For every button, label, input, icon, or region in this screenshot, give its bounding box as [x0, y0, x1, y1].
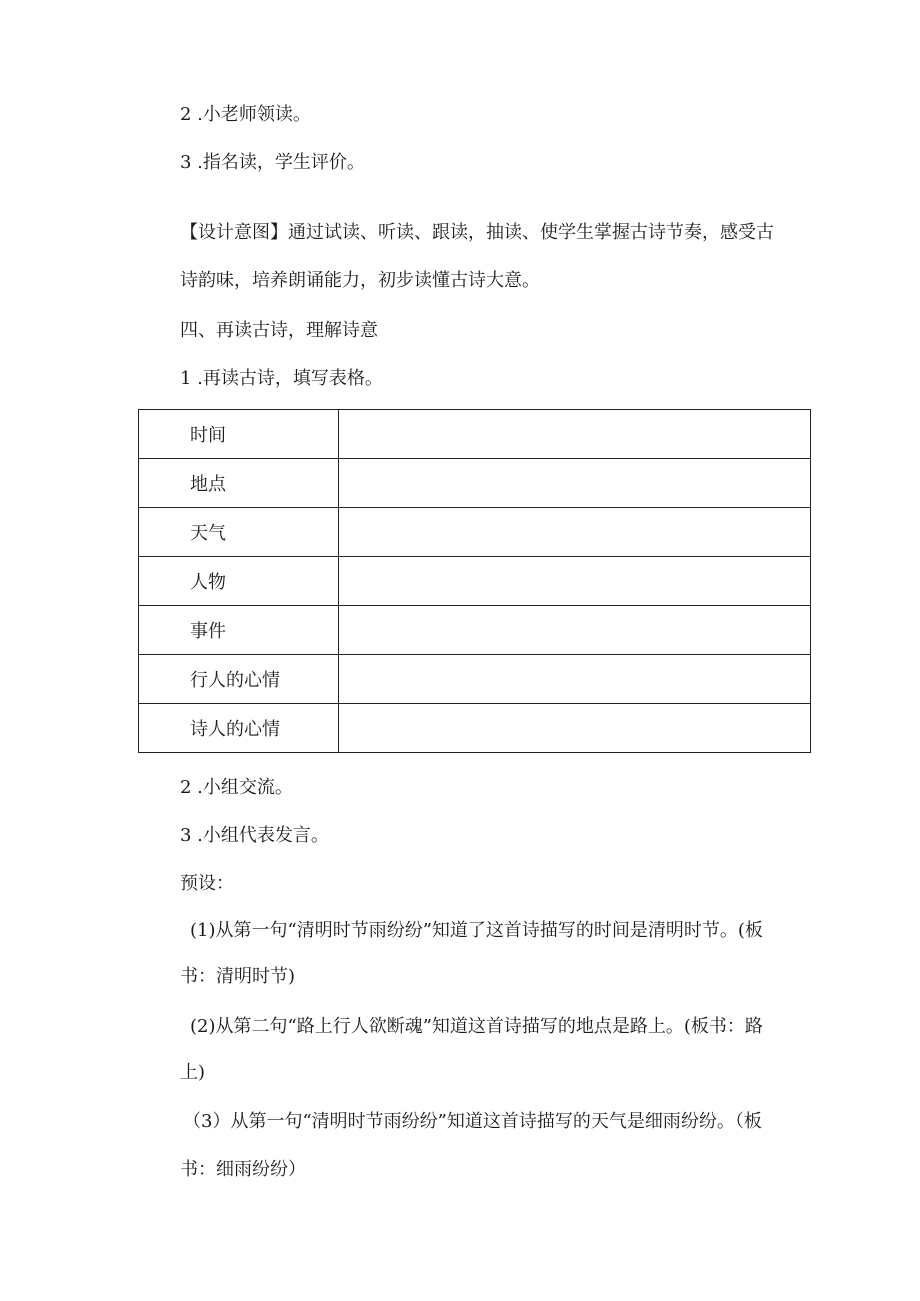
table-value-cell[interactable]	[339, 459, 811, 508]
table-value-cell[interactable]	[339, 704, 811, 753]
preset-3-line-1: （3）从第一句“清明时节雨纷纷”知道这首诗描写的天气是细雨纷纷。（板	[183, 1111, 762, 1132]
table-row	[139, 606, 811, 655]
table-label-cell: 地点	[139, 459, 339, 508]
section-title: 四、再读古诗，理解诗意	[180, 320, 378, 341]
table-row	[139, 508, 811, 557]
preset-1-line-2: 书：清明时节)	[180, 966, 296, 987]
step-2: 2 .小组交流。	[180, 777, 293, 798]
design-intent-line-2: 诗韵味，培养朗诵能力，初步读懂古诗大意。	[180, 270, 540, 291]
table-row	[139, 557, 811, 606]
table-label-cell: 人物	[139, 557, 339, 606]
step-3: 3 .小组代表发言。	[180, 825, 329, 846]
table-value-cell[interactable]	[339, 557, 811, 606]
design-intent-line-1: 【设计意图】通过试读、听读、跟读，抽读、使学生掌握古诗节奏，感受古	[180, 222, 774, 243]
table-row	[139, 655, 811, 704]
table-row	[139, 459, 811, 508]
preset-label: 预设：	[180, 873, 234, 894]
preset-3-line-2: 书：细雨纷纷）	[180, 1159, 306, 1180]
table-value-cell[interactable]	[339, 606, 811, 655]
preset-1-line-1: (1)从第一句“清明时节雨纷纷”知道了这首诗描写的时间是清明时节。(板	[190, 920, 763, 941]
table-value-cell[interactable]	[339, 655, 811, 704]
table-row	[139, 704, 811, 753]
table-label-cell: 时间	[139, 410, 339, 459]
table-value-cell[interactable]	[339, 508, 811, 557]
step-1: 1 .再读古诗，填写表格。	[180, 368, 383, 389]
step-3-top: 3 .指名读，学生评价。	[180, 152, 365, 173]
table-label-cell: 天气	[139, 508, 339, 557]
step-2-top: 2 .小老师领读。	[180, 104, 311, 125]
table-label-cell: 诗人的心情	[139, 704, 339, 753]
preset-2-line-1: (2)从第二句“路上行人欲断魂”知道这首诗描写的地点是路上。(板书：路	[190, 1016, 763, 1037]
fill-in-table	[138, 409, 811, 753]
table-label-cell: 事件	[139, 606, 339, 655]
table-row	[139, 410, 811, 459]
preset-2-line-2: 上)	[180, 1062, 206, 1083]
table-value-cell[interactable]	[339, 410, 811, 459]
table-label-cell: 行人的心情	[139, 655, 339, 704]
